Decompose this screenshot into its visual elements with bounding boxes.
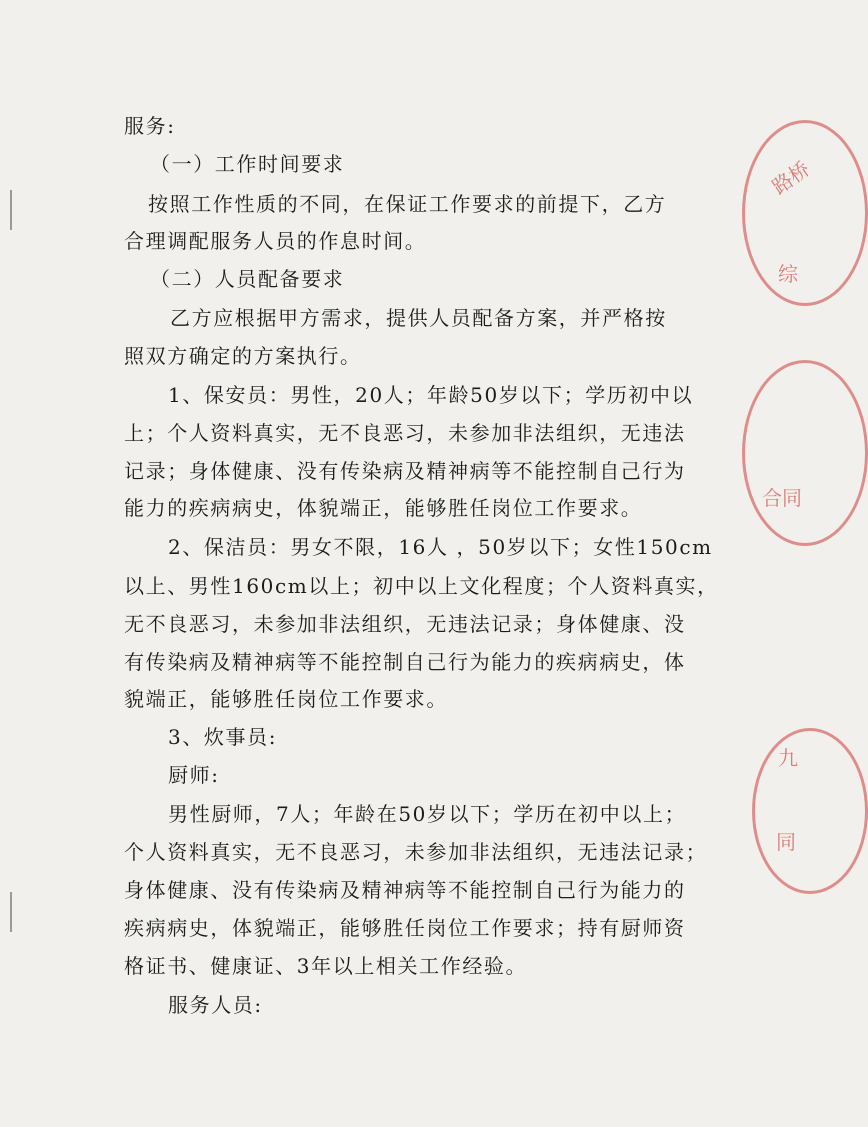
seal-text: 九: [778, 746, 798, 770]
scan-mark: [10, 892, 12, 932]
text-line: 按照工作性质的不同，在保证工作要求的前提下，乙方: [148, 192, 667, 216]
section-heading: （一）工作时间要求: [150, 152, 345, 176]
text-line: 乙方应根据甲方需求，提供人员配备方案，并严格按: [170, 306, 667, 330]
seal-stamp: [742, 120, 868, 306]
seal-stamp: [742, 360, 868, 546]
seal-text: 综: [778, 262, 798, 286]
text-line: 1、保安员：男性，20人；年龄50岁以下；学历初中以: [168, 383, 694, 407]
text-line: 貌端正，能够胜任岗位工作要求。: [124, 687, 448, 711]
text-line: 2、保洁员：男女不限，16人 ，50岁以下；女性150cm: [168, 535, 713, 559]
text-line: 有传染病及精神病等不能控制自己行为能力的疾病病史，体: [124, 650, 686, 674]
text-line: 服务人员:: [168, 993, 263, 1017]
text-line: 能力的疾病病史，体貌端正，能够胜任岗位工作要求。: [124, 496, 643, 520]
text-line: 合理调配服务人员的作息时间。: [124, 229, 427, 253]
text-line: 3、炊事员:: [168, 725, 278, 749]
text-line: 记录；身体健康、没有传染病及精神病等不能控制自己行为: [124, 459, 686, 483]
text-line: 格证书、健康证、3年以上相关工作经验。: [124, 954, 528, 978]
text-line: 照双方确定的方案执行。: [124, 344, 362, 368]
scan-mark: [10, 190, 12, 230]
text-line: 服务:: [124, 114, 176, 138]
text-line: 疾病病史，体貌端正，能够胜任岗位工作要求；持有厨师资: [124, 916, 686, 940]
text-line: 厨师:: [168, 763, 220, 787]
seal-text: 同: [776, 830, 796, 854]
section-heading: （二）人员配备要求: [150, 267, 345, 291]
seal-text: 合同: [762, 486, 802, 510]
text-line: 个人资料真实，无不良恶习，未参加非法组织，无违法记录；: [124, 840, 708, 864]
text-line: 无不良恶习，未参加非法组织，无违法记录；身体健康、没: [124, 612, 686, 636]
seal-text: 路桥: [767, 156, 815, 200]
text-line: 男性厨师，7人；年龄在50岁以下；学历在初中以上；: [168, 802, 687, 826]
text-line: 身体健康、没有传染病及精神病等不能控制自己行为能力的: [124, 878, 686, 902]
text-line: 上；个人资料真实，无不良恶习，未参加非法组织，无违法: [124, 421, 686, 445]
text-line: 以上、男性160cm以上；初中以上文化程度；个人资料真实，: [124, 574, 719, 598]
seal-stamp: [752, 728, 868, 894]
